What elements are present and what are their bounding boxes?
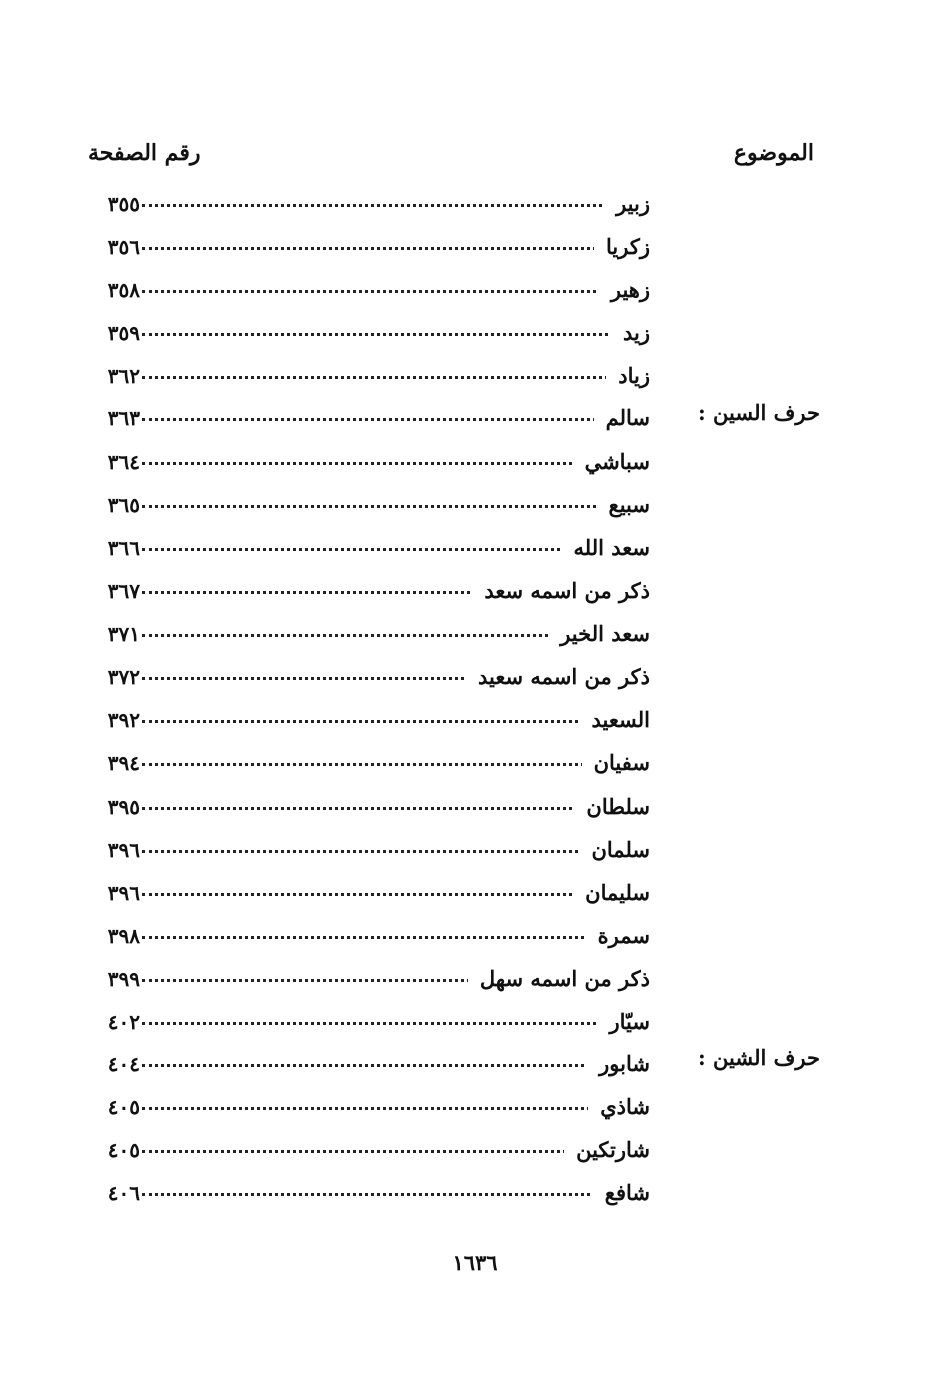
dot-leader (142, 204, 650, 207)
entry-name: شافع (593, 1175, 650, 1211)
index-entry (90, 659, 650, 695)
entry-name: ذكر من اسمه سعيد (466, 659, 650, 695)
dot-leader (142, 505, 650, 508)
entry-page-number: ٣٧٢ (107, 665, 140, 689)
entry-page-number: ٣٩٦ (107, 881, 140, 905)
section-letter-seen: حرف السين : (697, 400, 820, 425)
dot-leader (142, 247, 650, 250)
topic-column-header: الموضوع (733, 140, 814, 166)
entry-name: شابور (587, 1046, 650, 1082)
entry-name: سيّار (598, 1004, 650, 1040)
section-letter-sheen: حرف الشين : (697, 1045, 820, 1070)
entry-page-number: ٣٥٥ (107, 192, 140, 216)
entry-name: زكريا (594, 229, 650, 265)
entry-page-number: ٣٦٤ (107, 450, 140, 474)
entry-page-number: ٣٦٥ (107, 493, 140, 517)
index-entry (90, 444, 650, 480)
entry-name: سمرة (586, 918, 650, 954)
index-entry (90, 702, 650, 738)
entry-name: سلطان (574, 789, 650, 825)
dot-leader (142, 290, 650, 293)
entry-name: زهير (599, 272, 650, 308)
entry-page-number: ٣٩٦ (107, 838, 140, 862)
index-entry (90, 530, 650, 566)
entry-name: شاذي (588, 1089, 650, 1125)
entry-name: ذكر من اسمه سهل (468, 961, 650, 997)
dot-leader (142, 333, 650, 336)
index-entry (90, 616, 650, 652)
index-entry (90, 832, 650, 868)
dot-leader (142, 1022, 650, 1025)
entry-name: زبير (604, 186, 650, 222)
entry-page-number: ٣٦٧ (107, 579, 140, 603)
dot-leader (142, 850, 650, 853)
index-entry (90, 186, 650, 222)
entry-page-number: ٣٦٦ (107, 536, 140, 560)
entry-page-number: ٣٧١ (107, 622, 140, 646)
index-entry (90, 573, 650, 609)
index-entry (90, 400, 650, 436)
dot-leader (142, 376, 650, 379)
index-entry (90, 229, 650, 265)
entry-page-number: ٣٩٢ (107, 708, 140, 732)
entry-name: سليمان (573, 875, 650, 911)
index-entry (90, 1004, 650, 1040)
entry-page-number: ٣٩٨ (107, 924, 140, 948)
entry-name: سباشي (573, 444, 650, 480)
index-entry (90, 1046, 650, 1082)
entry-name: ذكر من اسمه سعد (472, 573, 650, 609)
entry-name: سلمان (579, 832, 650, 868)
index-entry (90, 789, 650, 825)
entry-name: سبيع (597, 487, 650, 523)
dot-leader (142, 763, 650, 766)
entry-page-number: ٣٩٥ (107, 795, 140, 819)
index-entry (90, 358, 650, 394)
entry-name: سالم (594, 400, 650, 436)
index-entry (90, 961, 650, 997)
entry-page-number: ٣٥٦ (107, 235, 140, 259)
index-entry (90, 272, 650, 308)
entry-page-number: ٣٦٢ (107, 364, 140, 388)
index-entry (90, 487, 650, 523)
page-number-footer: ١٦٣٦ (452, 1250, 498, 1275)
index-entry (90, 745, 650, 781)
entry-name: زيد (611, 315, 650, 351)
dot-leader (142, 1193, 650, 1196)
entry-name: سفيان (582, 745, 650, 781)
entry-page-number: ٤٠٤ (107, 1052, 140, 1076)
dot-leader (142, 1064, 650, 1067)
entry-page-number: ٤٠٦ (107, 1181, 140, 1205)
entry-page-number: ٣٥٩ (107, 321, 140, 345)
index-entry (90, 918, 650, 954)
dot-leader (142, 1107, 650, 1110)
entry-name: سعد الخير (548, 616, 650, 652)
index-entry (90, 875, 650, 911)
entry-name: شارتكين (564, 1132, 650, 1168)
entry-name: زياد (606, 358, 650, 394)
entry-page-number: ٣٩٤ (107, 751, 140, 775)
dot-leader (142, 720, 650, 723)
index-entry (90, 315, 650, 351)
entry-page-number: ٣٥٨ (107, 278, 140, 302)
entry-name: السعيد (580, 702, 650, 738)
entry-name: سعد الله (561, 530, 650, 566)
page-number-column-header: رقم الصفحة (88, 140, 201, 166)
dot-leader (142, 418, 650, 421)
index-entry (90, 1132, 650, 1168)
index-entry (90, 1089, 650, 1125)
index-entry (90, 1175, 650, 1211)
entry-page-number: ٤٠٢ (107, 1010, 140, 1034)
entry-page-number: ٤٠٥ (107, 1138, 140, 1162)
entry-page-number: ٤٠٥ (107, 1095, 140, 1119)
entry-page-number: ٣٩٩ (107, 967, 140, 991)
entry-page-number: ٣٦٣ (107, 406, 140, 430)
dot-leader (142, 936, 650, 939)
